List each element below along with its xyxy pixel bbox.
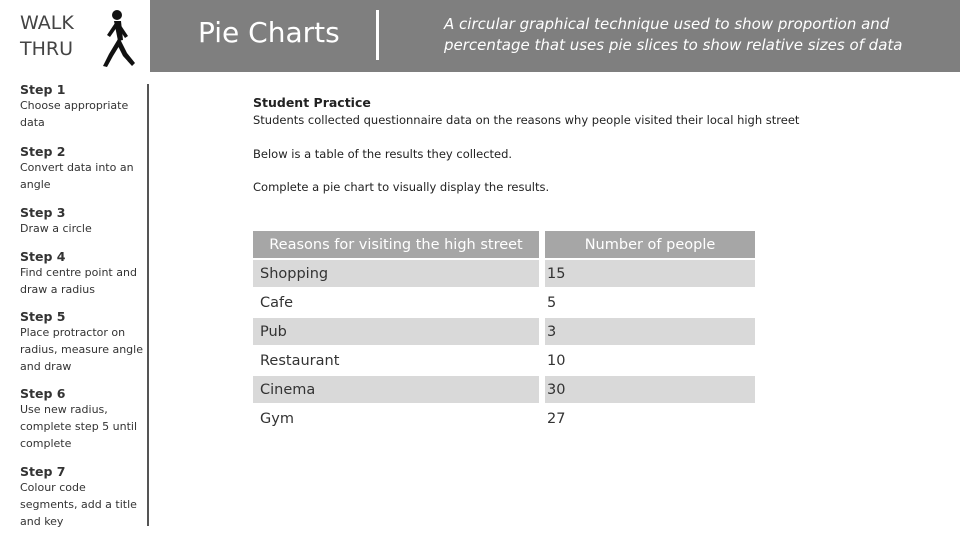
table-row [253,376,755,403]
table-row [253,405,755,432]
practice-line-3: Complete a pie chart to visually display the results. [253,180,550,194]
page-description: A circular graphical technique used to show proportion and percentage that uses pie slices to show relative sizes of data [444,15,903,54]
step-description: Use new radius, complete step 5 until complete [20,403,138,450]
step-3 [20,205,146,237]
step-7 [20,464,146,530]
step-2 [20,144,146,193]
header-divider [376,10,379,60]
step-description: Draw a circle [20,222,92,235]
step-description: Find centre point and draw a radius [20,266,137,296]
step-description: Convert data into an angle [20,161,134,191]
count-cell: 5 [539,289,755,316]
step-description: Place protractor on radius, measure angle and draw [20,326,143,373]
practice-line-1: Students collected questionnaire data on the reasons why people visited their local high street [253,113,800,127]
step-description: Choose appropriate data [20,99,129,129]
table-row [253,318,755,345]
step-4 [20,249,146,298]
column-header-reason: Reasons for visiting the high street [253,231,539,258]
table-row [253,289,755,316]
step-title: Step 1 [20,82,66,97]
step-5 [20,309,146,375]
step-title: Step 6 [20,386,66,401]
practice-title: Student Practice [253,95,371,110]
reason-cell: Shopping [253,260,539,287]
table-row [253,260,755,287]
step-title: Step 3 [20,205,66,220]
count-cell: 30 [539,376,755,403]
practice-line-2: Below is a table of the results they collected. [253,147,513,161]
reason-cell: Restaurant [260,352,340,369]
step-title: Step 4 [20,249,66,264]
step-6 [20,386,146,452]
results-table [253,229,755,434]
count-cell: 10 [539,347,755,374]
header-band [150,0,960,72]
step-title: Step 5 [20,309,66,324]
reason-cell: Pub [253,318,539,345]
table-header-row [253,231,755,258]
reason-cell: Gym [260,410,294,427]
count-cell: 15 [539,260,755,287]
reason-cell: Cinema [253,376,539,403]
steps-divider [147,84,149,526]
step-title: Step 7 [20,464,66,479]
step-1 [20,82,146,131]
step-title: Step 2 [20,144,66,159]
step-description: Colour code segments, add a title and key [20,481,137,528]
reason-cell: Cafe [260,294,294,311]
column-header-count: Number of people [539,231,755,258]
steps-sidebar [20,0,146,540]
count-cell: 3 [539,318,755,345]
table-row [253,347,755,374]
walk-thru-title: WALK THRU [20,12,74,60]
page-title: Pie Charts [198,16,340,49]
count-cell: 27 [539,405,755,432]
